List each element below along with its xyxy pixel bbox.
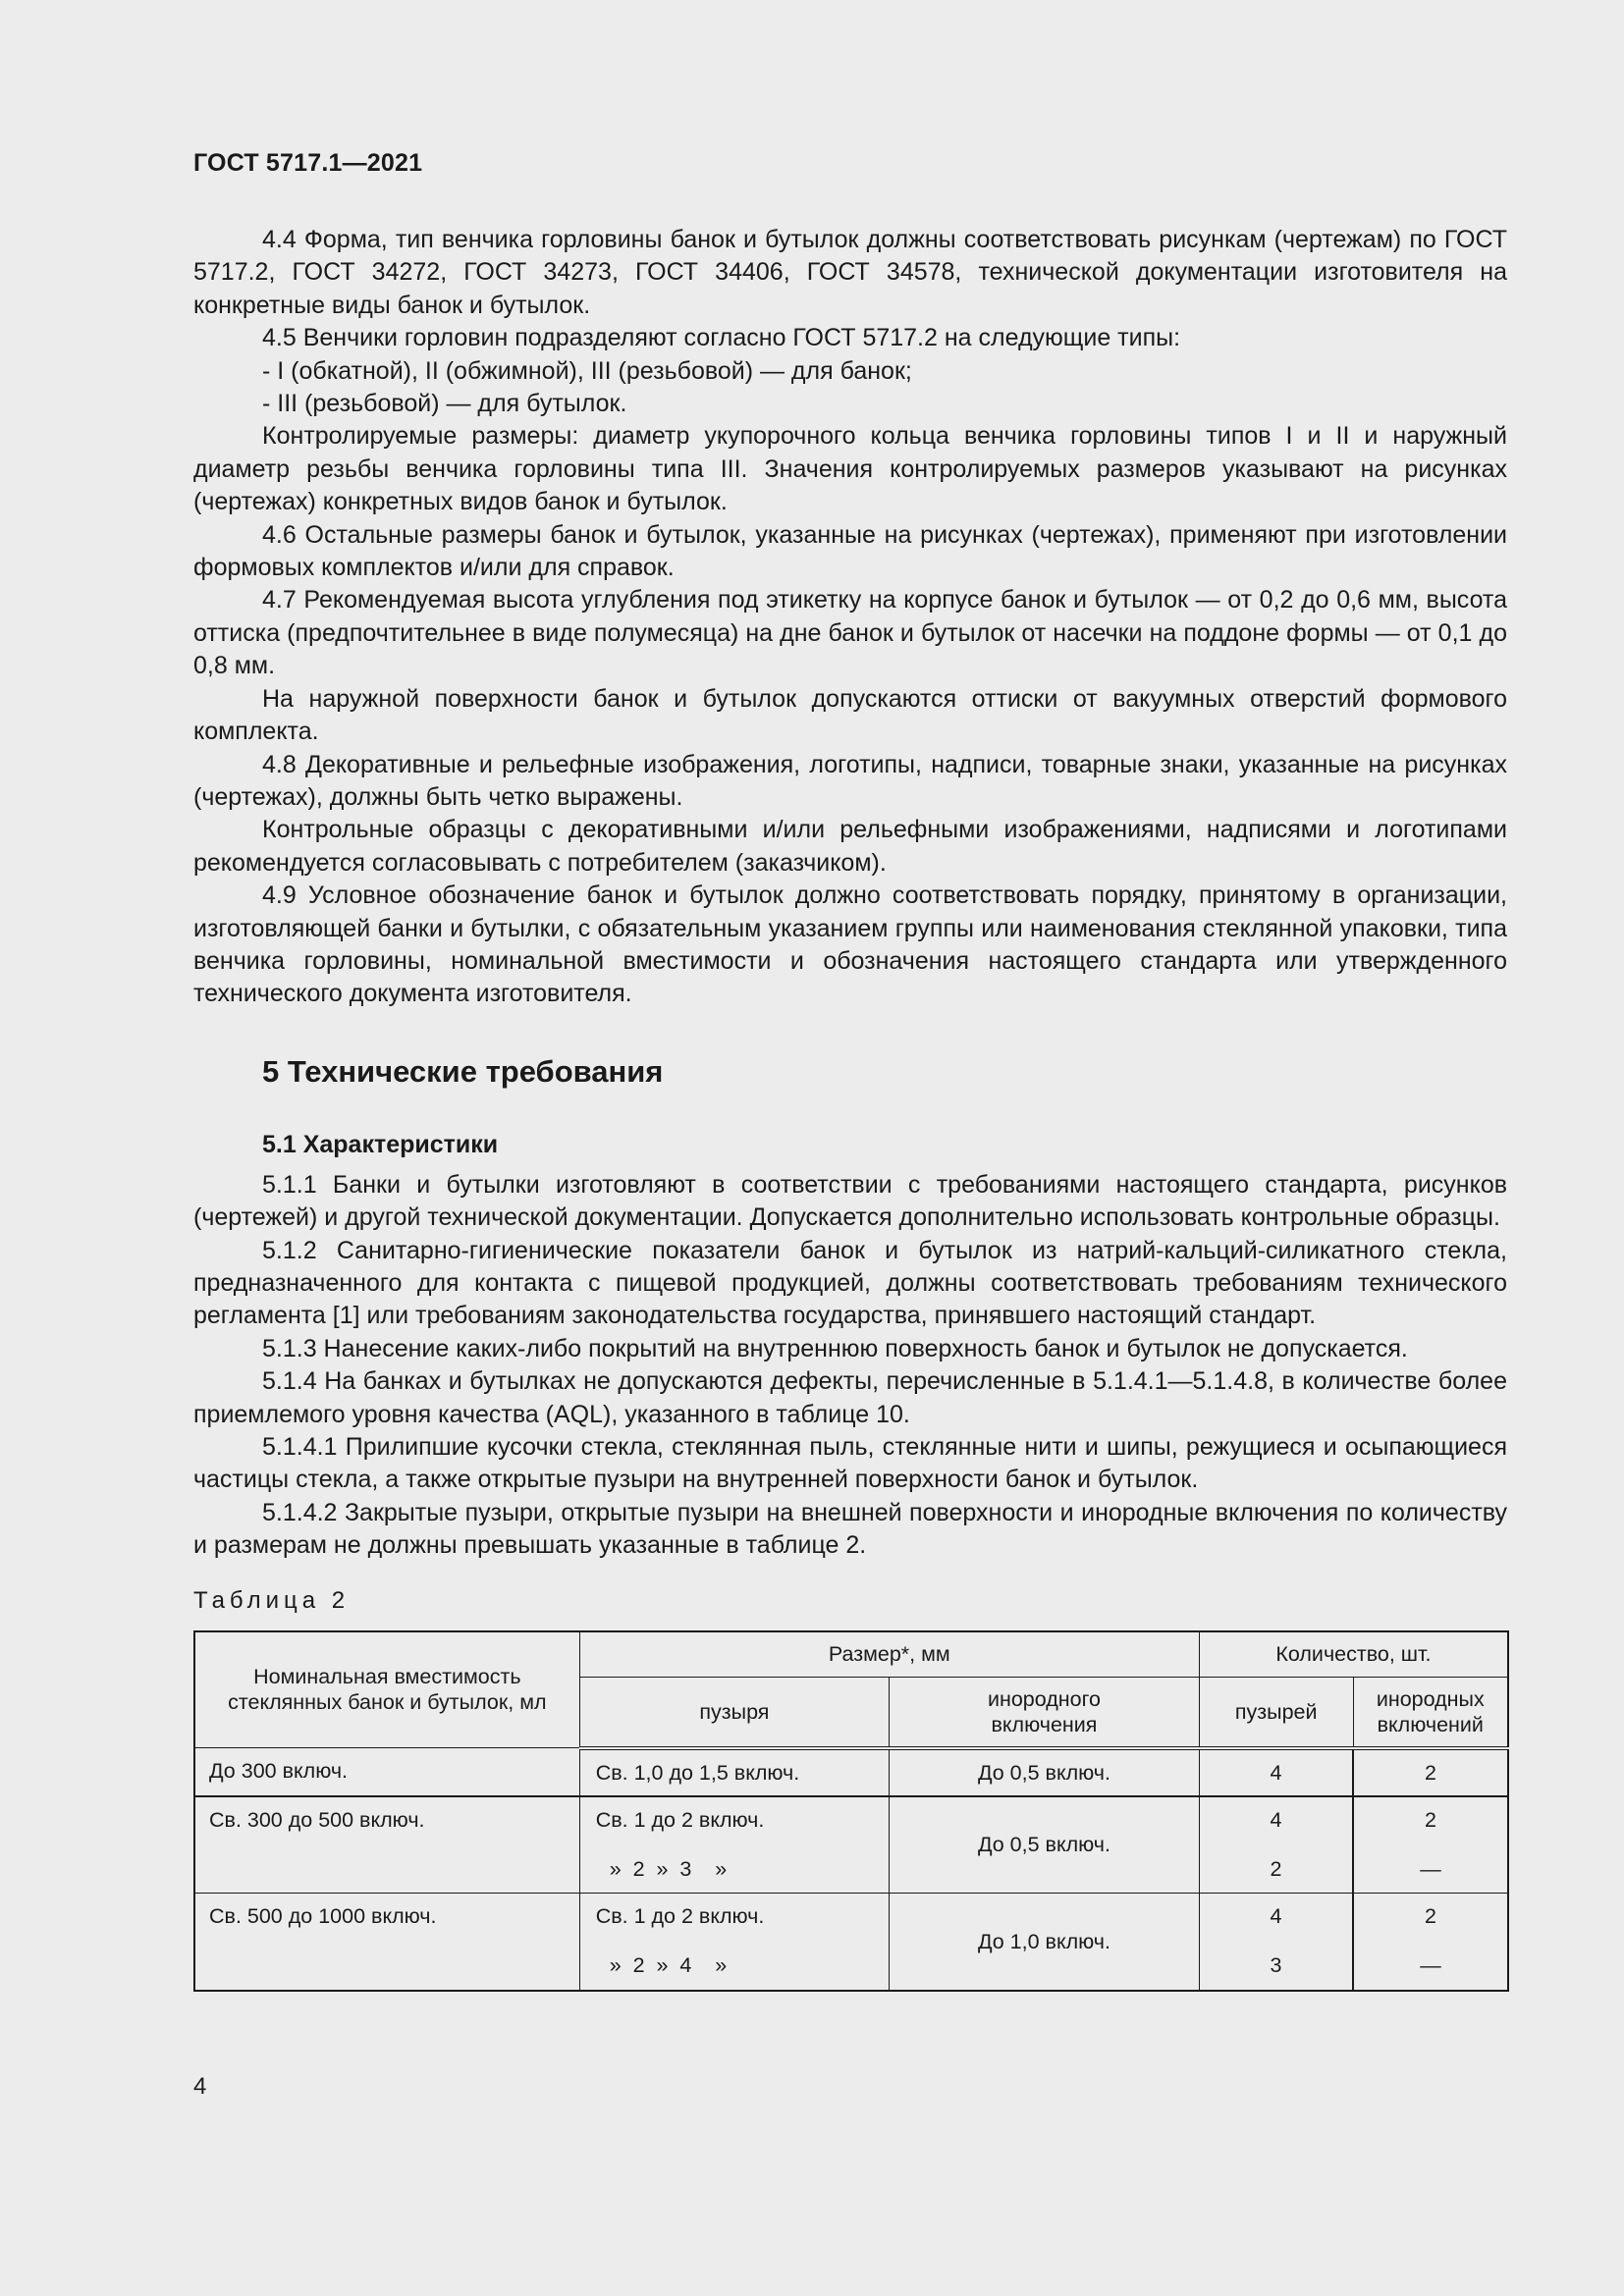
paragraph-4-6: 4.6 Остальные размеры банок и бутылок, указанные на рисунках (чертежах), применяют при изготовлении формовых комплектов и/или для справок. [193,520,1507,582]
cell-bubble-counts [1199,1796,1353,1894]
paragraph-5-1-2: 5.1.2 Санитарно-гигиенические показатели банок и бутылок из натрий-кальций-силикатного стекла, предназначенного для контакта с пищевой продукцией, должны соответствовать требованиям технического регламента [1] или требованиям законодательства государства, принявшего настоящий стандарт. [193,1236,1507,1330]
header-count-inclusions: инородных включений [1353,1678,1508,1748]
header-count-bubbles: пузырей [1199,1678,1353,1748]
cell-bubble-sizes [579,1748,889,1796]
cell-inclusion-counts [1353,1796,1508,1894]
paragraph-4-7: 4.7 Рекомендуемая высота углубления под этикетку на корпусе банок и бутылок — от 0,2 до 0,6 мм, высота оттиска (предпочтительнее в виде полумесяца) на дне банок и бутылок от насечки на поддоне формы — от 0,1 до 0,8 мм. [193,586,1507,680]
list-item-jars: - I (обкатной), II (обжимной), III (резьбовой) — для банок; [262,356,912,385]
cell-bubble-sizes [579,1894,889,1991]
cell-inclusion-count: 2 [1425,1807,1436,1832]
subsection-title: 5.1 Характеристики [262,1130,499,1158]
paragraph-controlled-sizes: Контролируемые размеры: диаметр укупорочного кольца венчика горловины типов I и II и наружный диаметр резьбы венчика горловины типа III. Значения контролируемых размеров указывают на рисунках (чертежах) конкретных видов банок и бутылок. [193,422,1507,516]
cell-bubble-count: 4 [1270,1904,1282,1929]
cell-bubble-size: Св. 1,0 до 1,5 включ. [595,1760,800,1785]
cell-inclusion-count: 2 [1425,1904,1436,1929]
cell-capacity: Св. 300 до 500 включ. [194,1796,579,1894]
paragraph-5-1-3: 5.1.3 Нанесение каких-либо покрытий на внутреннюю поверхность банок и бутылок не допускается. [262,1334,1408,1362]
header-capacity: Номинальная вместимость стеклянных банок и бутылок, мл [194,1631,579,1748]
document-body [193,224,1507,1992]
header-count-group: Количество, шт. [1199,1631,1508,1678]
cell-bubble-count: 4 [1270,1760,1282,1785]
table-row [194,1894,1508,1991]
cell-bubble-size: Св. 1 до 2 включ. [595,1904,765,1929]
cell-bubble-count: 2 [1270,1856,1282,1881]
paragraph-5-1-4: 5.1.4 На банках и бутылках не допускаются дефекты, перечисленные в 5.1.4.1—5.1.4.8, в количестве более приемлемого уровня качества (AQL), указанного в таблице 10. [193,1367,1507,1428]
document-header: ГОСТ 5717.1—2021 [193,149,423,177]
cell-bubble-counts [1199,1748,1353,1796]
cell-inclusion-count: 2 [1425,1760,1436,1785]
cell-bubble-size: » 2 » 4 » [609,1953,728,1978]
cell-inclusion-count: — [1420,1856,1441,1881]
table-row [194,1796,1508,1894]
paragraph-5-1-4-1: 5.1.4.1 Прилипшие кусочки стекла, стеклянная пыль, стеклянные нити и шипы, режущиеся и осыпающиеся частицы стекла, а также открытые пузыри на внутренней поверхности банок и бутылок. [193,1433,1507,1494]
cell-inclusion-size: До 1,0 включ. [890,1894,1200,1991]
cell-capacity: Св. 500 до 1000 включ. [194,1894,579,1991]
paragraph-5-1-1: 5.1.1 Банки и бутылки изготовляют в соответствии с требованиями настоящего стандарта, рисунков (чертежей) и другой технической документации. Допускается дополнительно использовать контрольные образцы. [193,1170,1507,1232]
paragraph-5-1-4-2: 5.1.4.2 Закрытые пузыри, открытые пузыри на внешней поверхности и инородные включения по количеству и размерам не должны превышать указанные в таблице 2. [193,1498,1507,1560]
cell-inclusion-counts [1353,1748,1508,1796]
paragraph-control-samples: Контрольные образцы с декоративными и/или рельефными изображениями, надписями и логотипами рекомендуется согласовывать с потребителем (заказчиком). [193,816,1507,877]
paragraph-vacuum-imprints: На наружной поверхности банок и бутылок допускаются оттиски от вакуумных отверстий формового комплекта. [193,684,1507,746]
paragraph-4-4: 4.4 Форма, тип венчика горловины банок и бутылок должны соответствовать рисункам (чертежам) по ГОСТ 5717.2, ГОСТ 34272, ГОСТ 34273, ГОСТ 34406, ГОСТ 34578, технической документации изготовителя на конкретные виды банок и бутылок. [193,226,1507,319]
cell-inclusion-size: До 0,5 включ. [890,1796,1200,1894]
header-size-group: Размер*, мм [579,1631,1199,1678]
cell-inclusion-size: До 0,5 включ. [890,1748,1200,1796]
section-title: 5 Технические требования [262,1053,664,1089]
cell-inclusion-count: — [1420,1953,1441,1978]
table-row [194,1748,1508,1796]
defects-table [193,1630,1509,1992]
list-item-bottles: - III (резьбовой) — для бутылок. [262,390,627,418]
cell-capacity: До 300 включ. [194,1748,579,1796]
table-caption: Таблица 2 [193,1586,351,1614]
cell-bubble-counts [1199,1894,1353,1991]
cell-bubble-count: 4 [1270,1807,1282,1832]
page-number: 4 [193,2073,207,2100]
cell-bubble-size: Св. 1 до 2 включ. [595,1807,765,1832]
paragraph-4-9: 4.9 Условное обозначение банок и бутылок должно соответствовать порядку, принятому в организации, изготовляющей банки и бутылки, с обязательным указанием группы или наименования стеклянной упаковки, типа венчика горловины, номинальной вместимости и обозначения настоящего стандарта или утвержденного технического документа изготовителя. [193,881,1507,1008]
cell-bubble-sizes [579,1796,889,1894]
header-size-inclusions: инородного включения [890,1678,1200,1748]
header-size-bubbles: пузыря [579,1678,889,1748]
paragraph-4-5: 4.5 Венчики горловин подразделяют согласно ГОСТ 5717.2 на следующие типы: [262,324,1181,352]
cell-inclusion-counts [1353,1894,1508,1991]
cell-bubble-size: » 2 » 3 » [609,1856,728,1881]
cell-bubble-count: 3 [1270,1953,1282,1978]
paragraph-4-8: 4.8 Декоративные и рельефные изображения, логотипы, надписи, товарные знаки, указанные на рисунках (чертежах), должны быть четко выражены. [193,750,1507,811]
